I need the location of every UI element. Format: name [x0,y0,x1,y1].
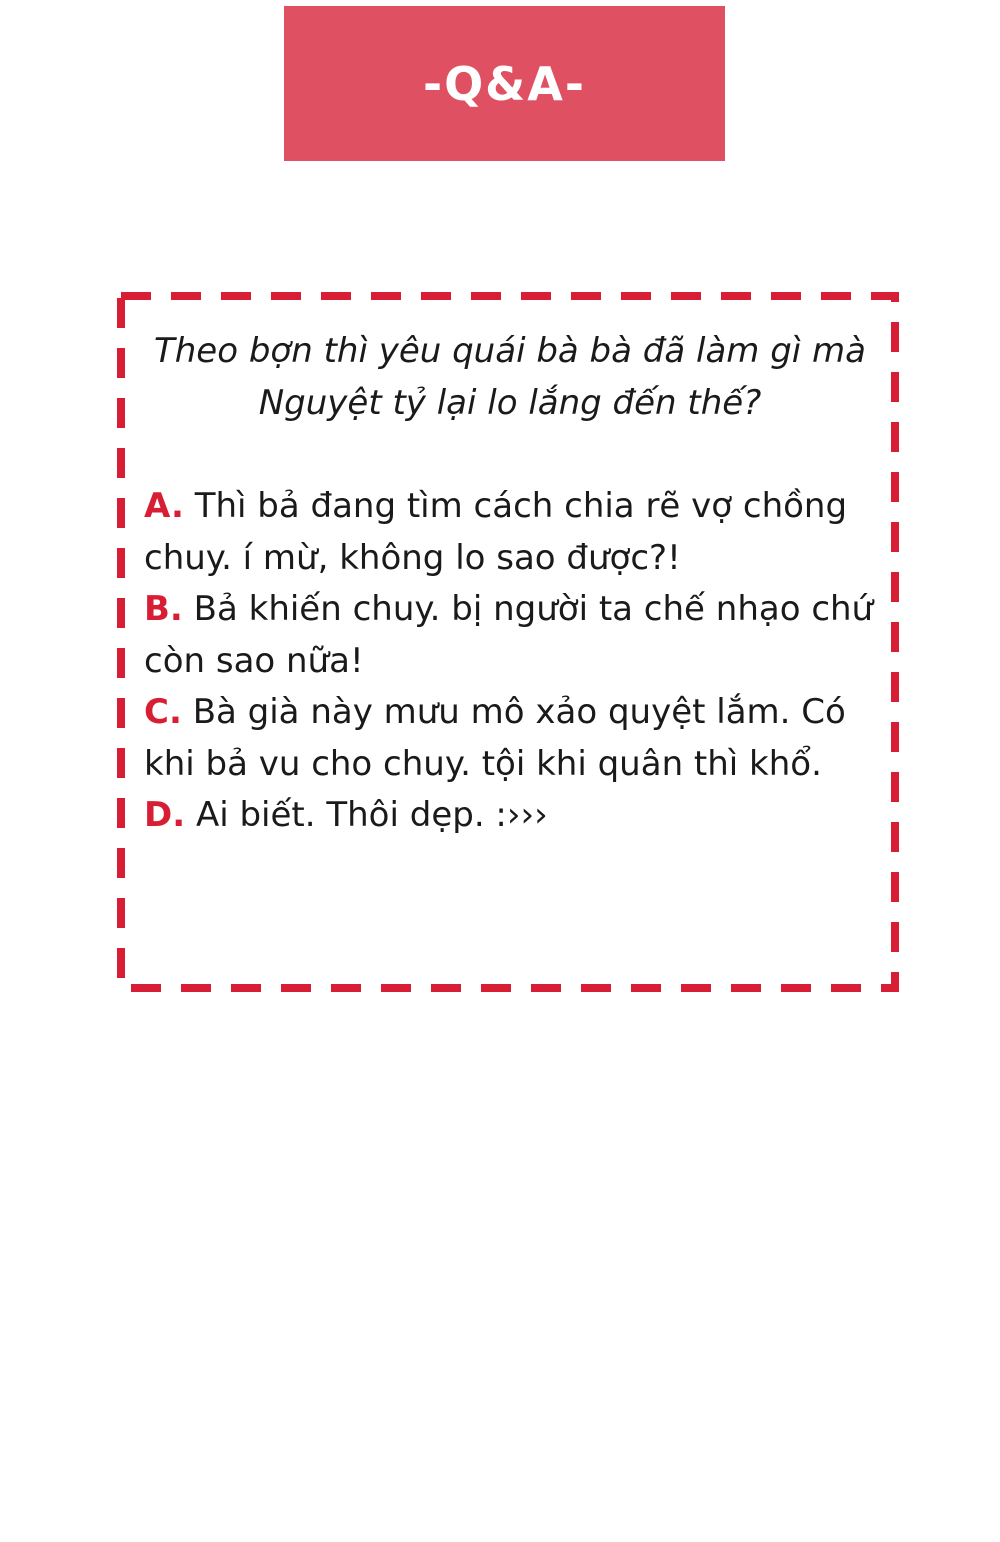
answer-option-b [144,584,880,687]
qa-header-banner [284,6,725,161]
answer-option-a [144,481,880,584]
answer-option-c [144,687,880,790]
option-text: Bả khiến chuy. bị người ta chế nhạo chứ còn sao nữa! [144,589,874,681]
answer-options [140,481,880,842]
answer-option-d [144,790,880,842]
option-text: Thì bả đang tìm cách chia rẽ vợ chồng chuy. í mừ, không lo sao được?! [144,486,848,578]
option-text: Bà già này mưu mô xảo quyệt lắm. Có khi bả vu cho chuy. tội khi quân thì khổ. [144,692,846,784]
option-letter: C. [144,692,182,732]
option-text: Ai biết. Thôi dẹp. :››› [195,795,548,835]
qa-title: -Q&A- [422,56,586,111]
quiz-box [140,325,880,842]
option-letter: D. [144,795,186,835]
option-letter: B. [144,589,183,629]
quiz-question: Theo bợn thì yêu quái bà bà đã làm gì mà Nguyệt tỷ lại lo lắng đến thế? [153,331,866,423]
option-letter: A. [144,486,184,526]
